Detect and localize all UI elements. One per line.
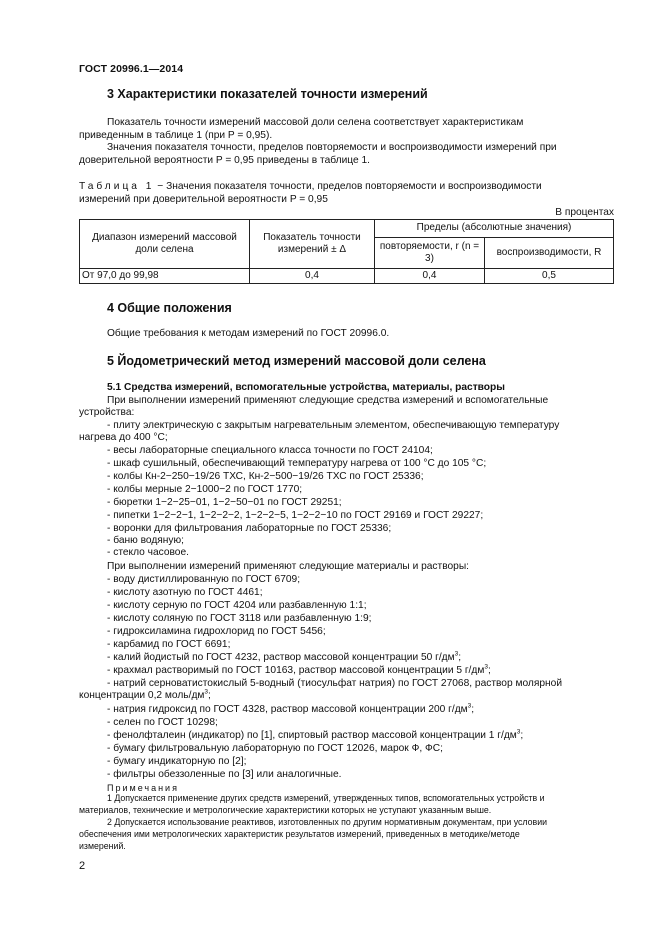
header-accuracy: Показатель точности измерений ± Δ [250, 220, 375, 269]
list-item: - воронки для фильтрования лабораторные по ГОСТ 25336; [107, 523, 392, 534]
list-item: - кислоту соляную по ГОСТ 3118 или разбавленную 1:9; [107, 613, 372, 624]
list-item: - воду дистиллированную по ГОСТ 6709; [107, 574, 301, 585]
intro-instruments-b: устройства: [79, 407, 135, 418]
list-item: - бумагу фильтровальную лабораторную по ГОСТ 12026, марок Ф, ФС; [107, 743, 443, 754]
document-header: ГОСТ 20996.1—2014 [79, 63, 184, 75]
section-3-para-2a: Значения показателя точности, пределов повторяемости и воспроизводимости измерений при [107, 142, 557, 153]
punctuation: ; [471, 704, 475, 715]
list-item: - кислоту серную по ГОСТ 4204 или разбавленную 1:1; [107, 600, 367, 611]
section-3-para-2b: доверительной вероятности P = 0,95 приведены в таблице 1. [79, 155, 370, 166]
list-item: нагрева до 400 °С; [79, 432, 168, 443]
punctuation: ; [487, 665, 491, 676]
note-1b: материалов, технические и метрологические характеристики которых не уступают указанным выше. [79, 805, 492, 815]
list-item: - колбы Кн-2−250−19/26 ТХС, Кн-2−500−19/26 ТХС по ГОСТ 25336; [107, 471, 424, 482]
punctuation: ; [520, 730, 524, 741]
superscript: 3 [484, 663, 488, 671]
notes-title: Примечания [107, 783, 179, 793]
list-item: - шкаф сушильный, обеспечивающий температуру нагрева от 100 °С до 105 °С; [107, 458, 487, 469]
header-range: Диапазон измерений массовой доли селена [80, 220, 250, 269]
header-repeatability: повторяемости, r (n = 3) [375, 237, 485, 269]
superscript: 3 [454, 650, 459, 658]
superscript: 3 [467, 702, 472, 710]
list-item: - селен по ГОСТ 10298; [107, 717, 218, 728]
table-1-caption-word: Таблица 1 [79, 181, 155, 192]
list-item-text: - натрия гидроксид по ГОСТ 4328, раствор массовой концентрации 200 г/дм [107, 704, 468, 715]
list-item: - гидроксиламина гидрохлорид по ГОСТ 5456; [107, 626, 326, 637]
cell-range: От 97,0 до 99,98 [80, 269, 250, 284]
list-item-potassium-iodide [107, 652, 642, 664]
list-item-text: концентрации 0,2 моль/дм [79, 690, 205, 701]
intro-instruments-a: При выполнении измерений применяют следующие средства измерений и вспомогательные [107, 395, 549, 406]
section-5-title: 5 Йодометрический метод измерений массовой доли селена [107, 354, 486, 368]
section-3-para-1a: Показатель точности измерений массовой доли селена соответствует характеристикам [107, 117, 524, 128]
list-item-text: - фенолфталеин (индикатор) по [1], спиртовый раствор массовой концентрации 1 г/дм [107, 730, 517, 741]
superscript: 3 [516, 728, 521, 736]
accuracy-table [79, 219, 614, 284]
list-item: - фильтры обеззоленные по [3] или аналогичные. [107, 769, 342, 780]
list-item-starch [107, 665, 642, 677]
note-2c: измерений. [79, 841, 126, 851]
table-row [80, 269, 614, 284]
list-item: - весы лабораторные специального класса точности по ГОСТ 24104; [107, 445, 433, 456]
note-1a: 1 Допускается применение других средств измерений, утвержденных типов, вспомогательных устройств и [107, 793, 545, 803]
header-limits: Пределы (абсолютные значения) [375, 220, 614, 238]
list-item: - колбы мерные 2−1000−2 по ГОСТ 1770; [107, 484, 303, 495]
list-item-text: - калий йодистый по ГОСТ 4232, раствор массовой концентрации 50 г/дм [107, 652, 455, 663]
table-1-caption-line-2: измерений при доверительной вероятности P = 0,95 [79, 194, 328, 205]
list-item: - карбамид по ГОСТ 6691; [107, 639, 231, 650]
list-item: - стекло часовое. [107, 547, 189, 558]
punctuation: ; [208, 690, 211, 701]
list-item-text: - крахмал растворимый по ГОСТ 10163, раствор массовой концентрации 5 г/дм [107, 665, 485, 676]
header-reproducibility: воспроизводимости, R [485, 237, 614, 269]
list-item: - баню водяную; [107, 535, 184, 546]
list-item-phenolphthalein [107, 730, 642, 742]
table-1-units: В процентах [555, 207, 614, 218]
list-item: - бумагу индикаторную по [2]; [107, 756, 247, 767]
list-item-thiosulfate-a: - натрий серноватистокислый 5-водный (тиосульфат натрия) по ГОСТ 27068, раствор молярной [107, 678, 563, 689]
cell-reproducibility: 0,5 [485, 269, 614, 284]
list-item-naoh [107, 704, 642, 716]
cell-accuracy: 0,4 [250, 269, 375, 284]
table-1-caption [79, 181, 614, 193]
table-1-caption-rest: − Значения показателя точности, пределов повторяемости и воспроизводимости [154, 181, 542, 192]
list-item: - плиту электрическую с закрытым нагревательным элементом, обеспечивающую температуру [107, 420, 560, 431]
list-item: - пипетки 1−2−2−1, 1−2−2−2, 1−2−2−5, 1−2−2−10 по ГОСТ 29169 и ГОСТ 29227; [107, 510, 484, 521]
page-number: 2 [79, 860, 86, 872]
superscript: 3 [204, 688, 209, 696]
list-item: - кислоту азотную по ГОСТ 4461; [107, 587, 263, 598]
list-item-thiosulfate-b [79, 690, 614, 702]
subsection-5-1-title: 5.1 Средства измерений, вспомогательные устройства, материалы, растворы [107, 382, 505, 393]
section-4-text: Общие требования к методам измерений по ГОСТ 20996.0. [107, 328, 390, 339]
cell-repeatability: 0,4 [375, 269, 485, 284]
punctuation: ; [458, 652, 462, 663]
section-3-title: 3 Характеристики показателей точности измерений [107, 87, 428, 101]
intro-materials: При выполнении измерений применяют следующие материалы и растворы: [107, 561, 469, 572]
note-2b: обеспечения ими метрологических характеристик результатов измерений, приведенных в методике/методе [79, 829, 520, 839]
note-2a: 2 Допускается использование реактивов, изготовленных по другим нормативным документам, при условии [107, 817, 548, 827]
list-item: - бюретки 1−2−25−01, 1−2−50−01 по ГОСТ 29251; [107, 497, 342, 508]
section-4-title: 4 Общие положения [107, 301, 232, 315]
section-3-para-1b: приведенным в таблице 1 (при P = 0,95). [79, 130, 273, 141]
